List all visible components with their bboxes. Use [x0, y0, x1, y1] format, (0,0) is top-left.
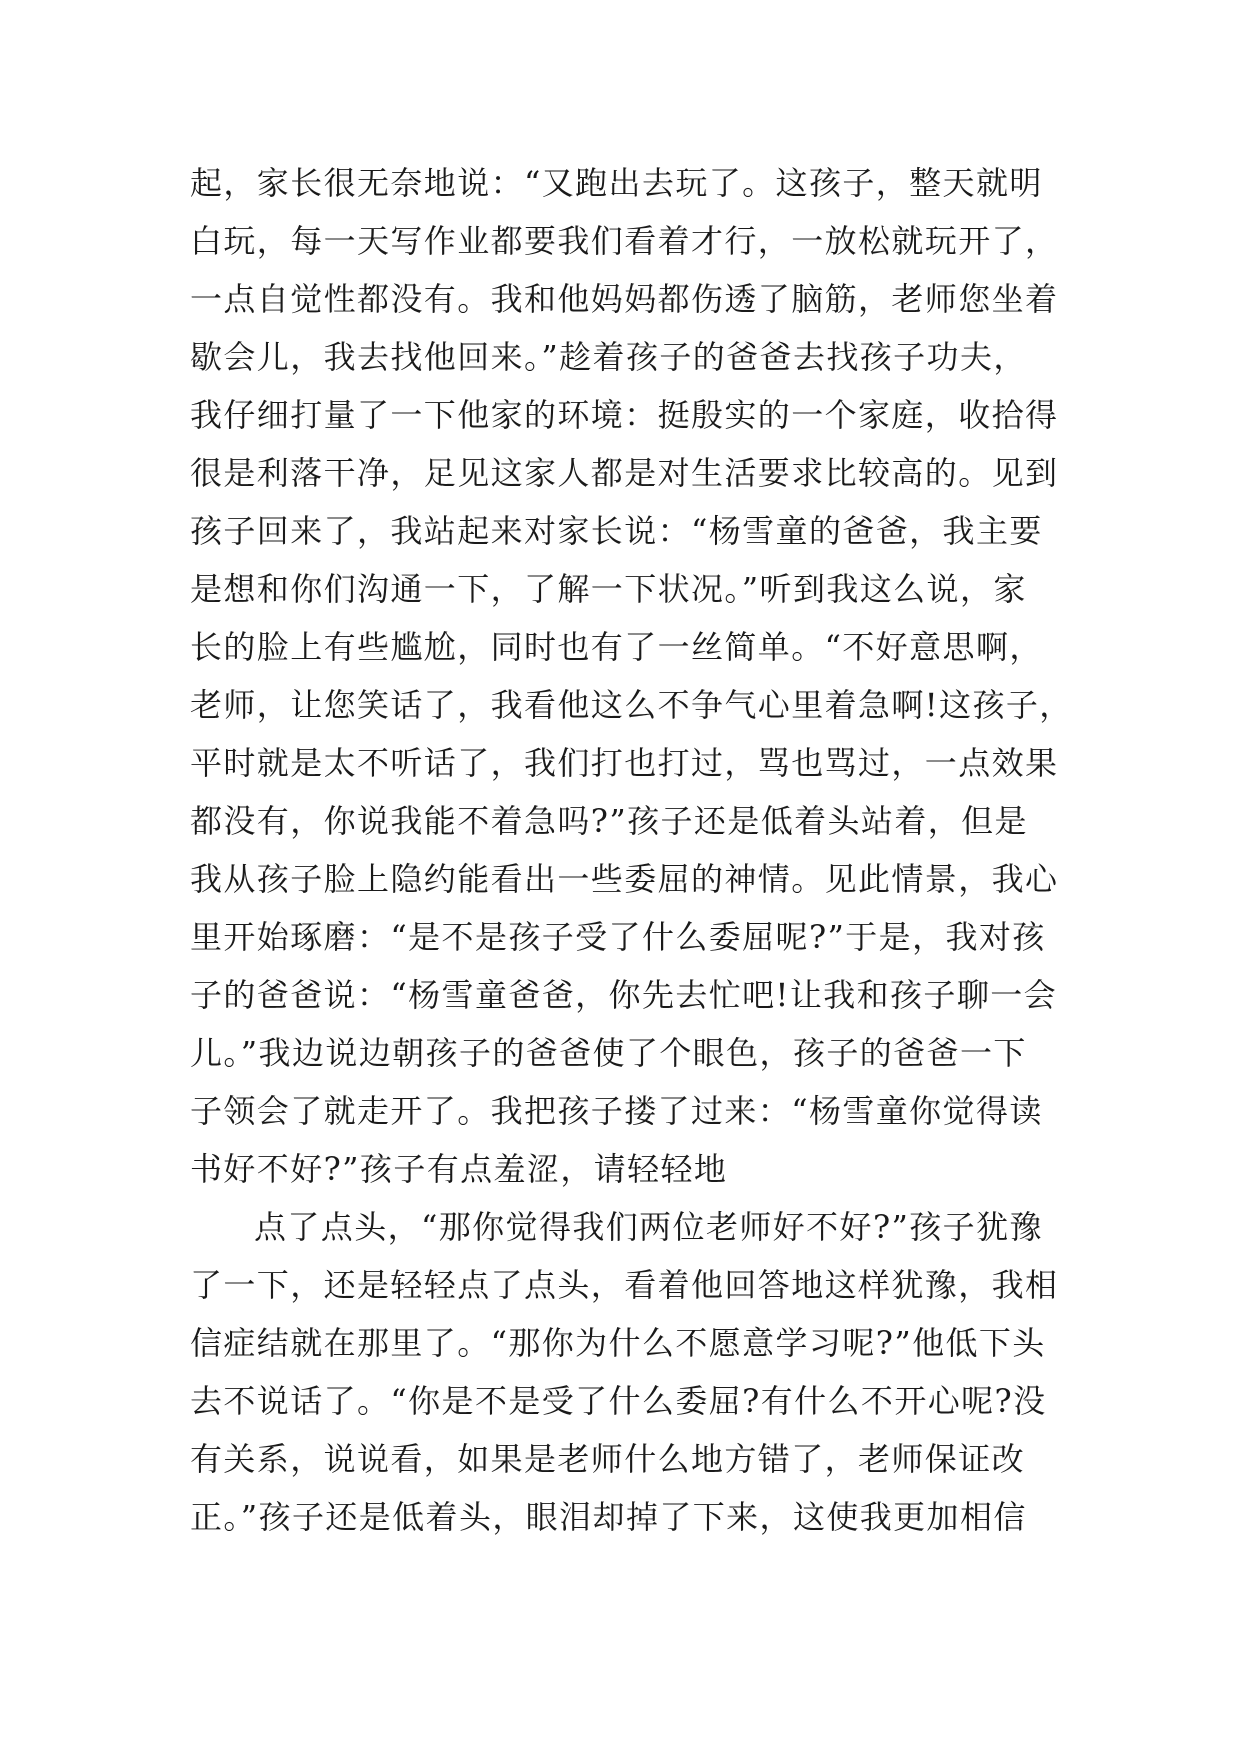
text-line: 了一下，还是轻轻点了点头，看着他回答地这样犹豫，我相 [190, 1266, 1059, 1304]
text-line: 很是利落干净，足见这家人都是对生活要求比较高的。见到 [190, 454, 1059, 492]
text-line: 一点自觉性都没有。我和他妈妈都伤透了脑筋，老师您坐着 [190, 280, 1059, 318]
text-line: 歇会儿，我去找他回来。”趁着孩子的爸爸去找孩子功夫， [190, 338, 1027, 376]
text-line: 去不说话了。“你是不是受了什么委屈?有什么不开心呢?没 [190, 1382, 1047, 1420]
paragraph-start-line: 点了点头，“那你觉得我们两位老师好不好?”孩子犹豫 [254, 1208, 1043, 1246]
text-line: 信症结就在那里了。“那你为什么不愿意学习呢?”他低下头 [190, 1324, 1046, 1362]
text-line: 子的爸爸说：“杨雪童爸爸，你先去忙吧!让我和孩子聊一会 [190, 976, 1058, 1014]
text-line: 子领会了就走开了。我把孩子搂了过来：“杨雪童你觉得读 [190, 1092, 1043, 1130]
text-line: 里开始琢磨：“是不是孩子受了什么委屈呢?”于是，我对孩 [190, 918, 1046, 956]
text-line: 都没有，你说我能不着急吗?”孩子还是低着头站着，但是 [190, 802, 1028, 840]
text-line: 白玩，每一天写作业都要我们看着才行，一放松就玩开了， [190, 222, 1059, 260]
text-line: 起，家长很无奈地说：“又跑出去玩了。这孩子，整天就明 [190, 164, 1043, 202]
text-line: 儿。”我边说边朝孩子的爸爸使了个眼色，孩子的爸爸一下 [190, 1034, 1027, 1072]
text-line: 平时就是太不听话了，我们打也打过，骂也骂过，一点效果 [190, 744, 1059, 782]
text-line: 我仔细打量了一下他家的环境：挺殷实的一个家庭，收拾得 [190, 396, 1059, 434]
body-text [190, 154, 1073, 1546]
text-line: 书好不好?”孩子有点羞涩，请轻轻地 [190, 1150, 728, 1188]
text-line: 孩子回来了，我站起来对家长说：“杨雪童的爸爸，我主要 [190, 512, 1043, 550]
text-line: 老师，让您笑话了，我看他这么不争气心里着急啊!这孩子， [190, 686, 1073, 724]
text-line: 正。”孩子还是低着头，眼泪却掉了下来，这使我更加相信 [190, 1498, 1027, 1536]
text-line: 长的脸上有些尴尬，同时也有了一丝简单。“不好意思啊， [190, 628, 1043, 666]
text-line: 我从孩子脸上隐约能看出一些委屈的神情。见此情景，我心 [190, 860, 1059, 898]
text-line: 是想和你们沟通一下，了解一下状况。”听到我这么说，家 [190, 570, 1027, 608]
text-line: 有关系，说说看，如果是老师什么地方错了，老师保证改 [190, 1440, 1026, 1478]
